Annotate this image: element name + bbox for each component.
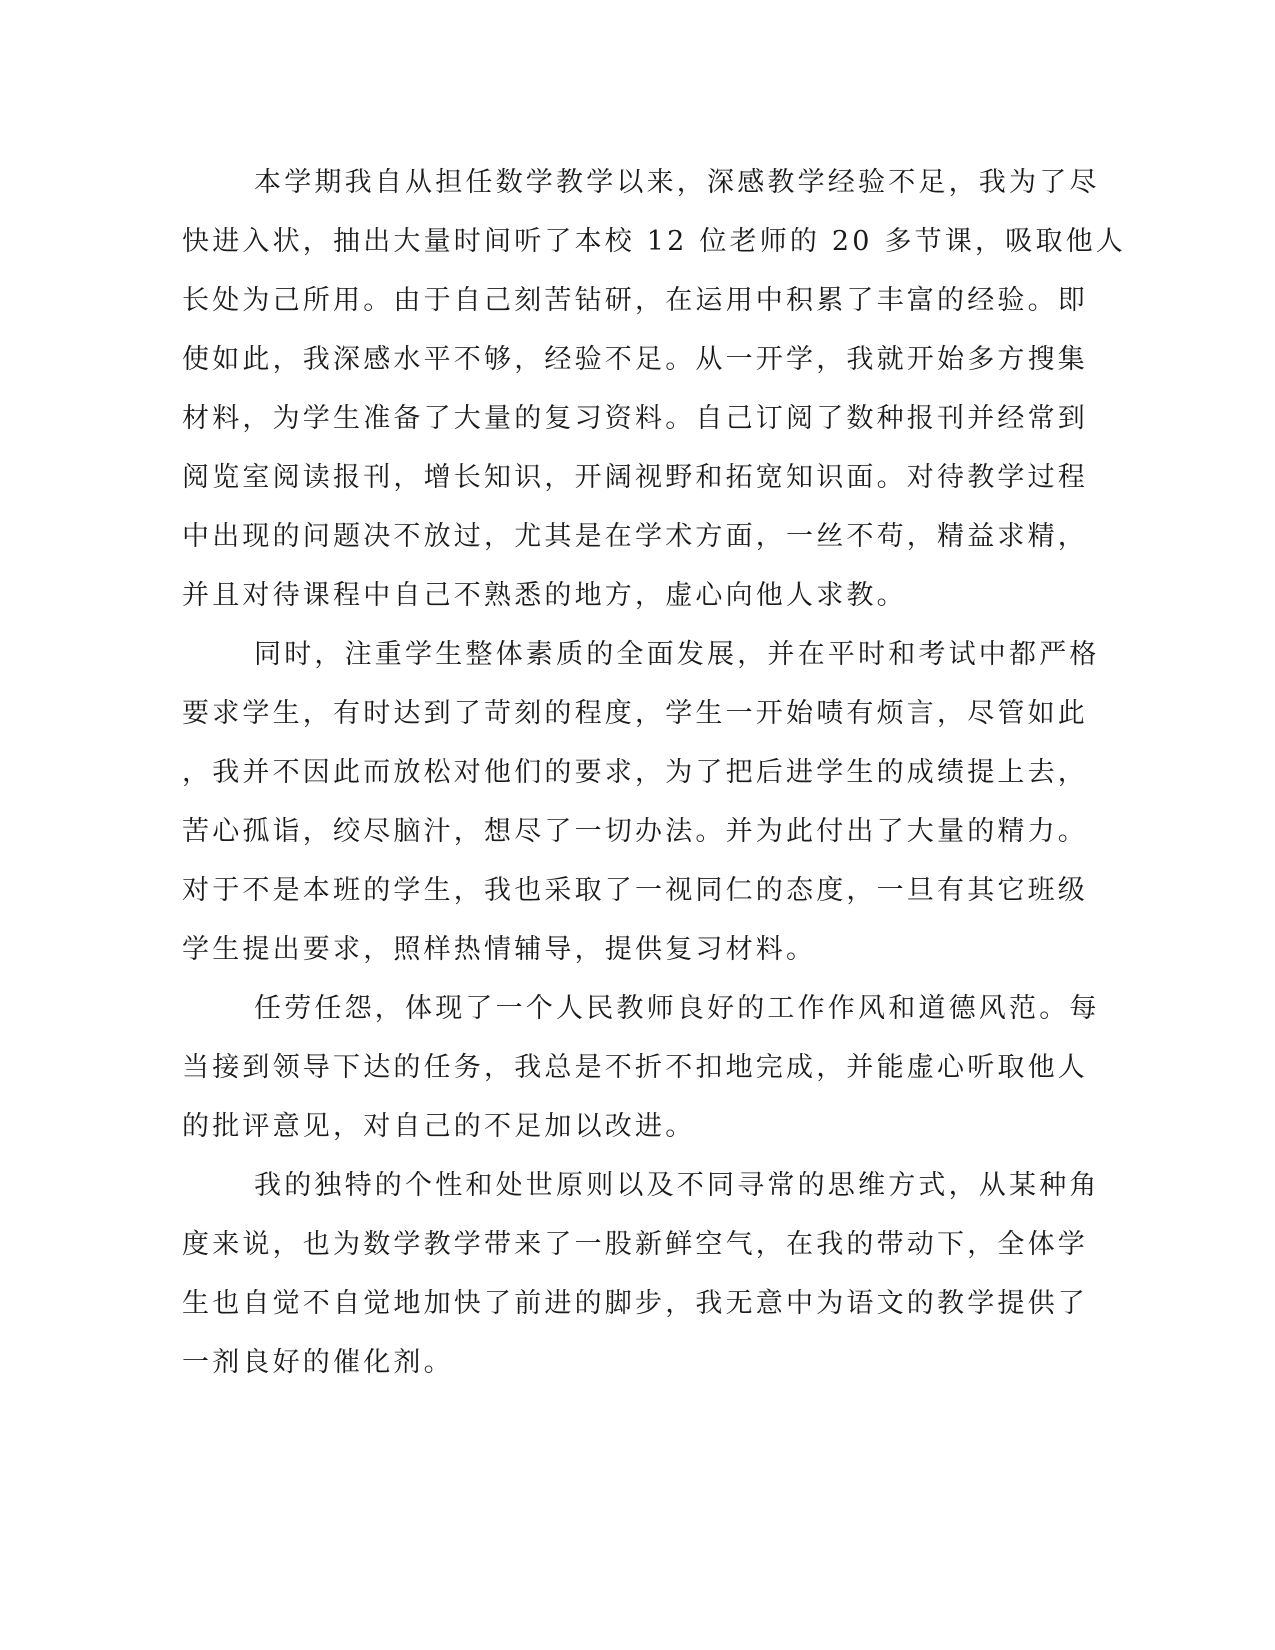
paragraph-line: 阅览室阅读报刊，增长知识，开阔视野和拓宽知识面。对待教学过程 <box>182 462 1088 493</box>
paragraph-line: 中出现的问题决不放过，尤其是在学术方面，一丝不苟，精益求精， <box>182 521 1088 552</box>
paragraph-line: 当接到领导下达的任务，我总是不折不扣地完成，并能虚心听取他人 <box>182 1052 1088 1083</box>
paragraph-line: 学生提出要求，照样热情辅导，提供复习材料。 <box>182 934 817 965</box>
paragraph-line: 的批评意见，对自己的不足加以改进。 <box>182 1111 696 1142</box>
paragraph-line: 快进入状，抽出大量时间听了本校 12 位老师的 20 多节课，吸取他人 <box>182 226 1127 257</box>
paragraph-line: 生也自觉不自觉地加快了前进的脚步，我无意中为语文的教学提供了 <box>182 1288 1088 1319</box>
paragraph-4 <box>182 1156 1100 1392</box>
paragraph-line: 一剂良好的催化剂。 <box>182 1347 454 1378</box>
paragraph-line: 要求学生，有时达到了苛刻的程度，学生一开始啧有烦言，尽管如此 <box>182 698 1088 729</box>
paragraph-line: 材料，为学生准备了大量的复习资料。自己订阅了数种报刊并经常到 <box>182 403 1088 434</box>
paragraph-line: 并且对待课程中自己不熟悉的地方，虚心向他人求教。 <box>182 580 907 611</box>
paragraph-2 <box>182 625 1100 979</box>
paragraph-line: 苦心孤诣，绞尽脑汁，想尽了一切办法。并为此付出了大量的精力。 <box>182 816 1088 847</box>
paragraph-line: 长处为己所用。由于自己刻苦钻研，在运用中积累了丰富的经验。即 <box>182 285 1088 316</box>
paragraph-line: 对于不是本班的学生，我也采取了一视同仁的态度，一旦有其它班级 <box>182 875 1088 906</box>
paragraph-1 <box>182 153 1127 625</box>
paragraph-line: 我的独特的个性和处世原则以及不同寻常的思维方式，从某种角 <box>254 1170 1100 1201</box>
paragraph-line: ，我并不因此而放松对他们的要求，为了把后进学生的成绩提上去， <box>182 757 1088 788</box>
paragraph-line: 使如此，我深感水平不够，经验不足。从一开学，我就开始多方搜集 <box>182 344 1088 375</box>
paragraph-line: 同时，注重学生整体素质的全面发展，并在平时和考试中都严格 <box>254 639 1100 670</box>
paragraph-line: 度来说，也为数学教学带来了一股新鲜空气，在我的带动下，全体学 <box>182 1229 1088 1260</box>
paragraph-line: 本学期我自从担任数学教学以来，深感教学经验不足，我为了尽 <box>254 167 1100 198</box>
document-body <box>182 153 1127 1392</box>
paragraph-3 <box>182 979 1100 1156</box>
paragraph-line: 任劳任怨，体现了一个人民教师良好的工作作风和道德风范。每 <box>254 993 1100 1024</box>
